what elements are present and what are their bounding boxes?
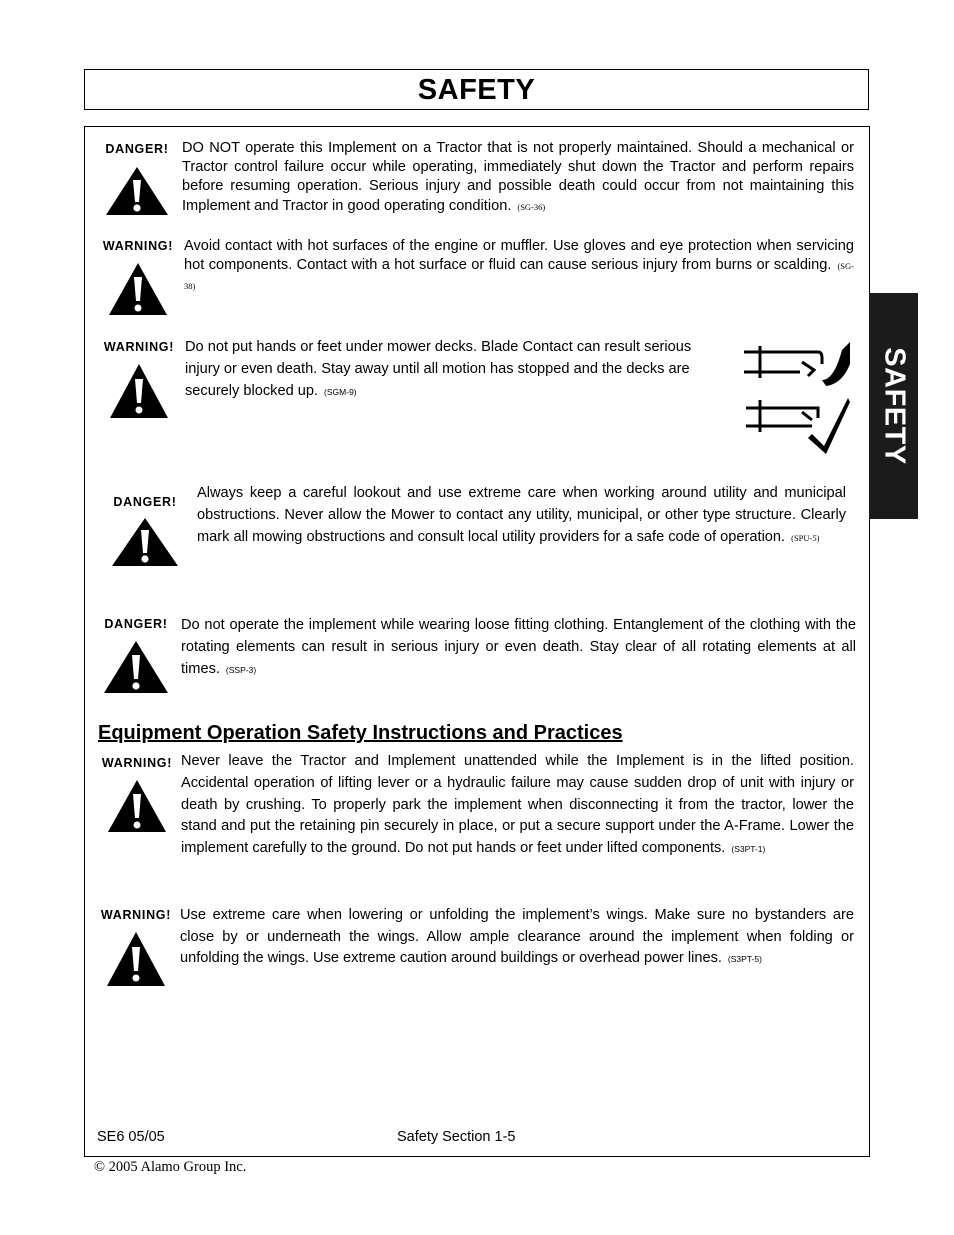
notice-danger-utility-obstructions: Always keep a careful lookout and use extreme care when working around utility and municipal obstructions. Never allow the Mower to contact any utility, municipal, or other type structure. Clearly mark all mowing obstructions and consult local utility providers for a safe code of operation. (SPU-5): [197, 485, 846, 545]
section-heading: Equipment Operation Safety Instructions and Practices: [98, 722, 623, 744]
notice-warning-mower-decks: Do not put hands or feet under mower decks. Blade Contact can result serious injury or even death. Stay away until all motion has stopped and the decks are securely blocked up. (SGM-9): [185, 339, 692, 399]
footer-page-label: Safety Section 1-5: [397, 1129, 516, 1145]
page-header: [84, 69, 869, 110]
side-tab-label: SAFETY: [878, 347, 910, 465]
notice-warning-unattended-lifted: Never leave the Tractor and Implement unattended while the Implement is in the lifted position. Accidental operation of lifting lever or a hydraulic failure may cause sudden drop of unit with injury or death by crushing. To properly park the implement when disconnecting it from the tractor, lower the stand and put the retaining pin securely in place, or put a secure support under the A-Frame. Lower the implement carefully to the ground. Do not put hands or feet under lifted components. (S3PT-1): [181, 753, 854, 857]
page-title: SAFETY: [417, 74, 536, 106]
footer-doc-code: SE6 05/05: [97, 1129, 165, 1145]
copyright-notice: © 2005 Alamo Group Inc.: [94, 1159, 247, 1175]
signal-word-danger: DANGER!: [94, 617, 178, 695]
signal-word-warning: WARNING!: [94, 908, 178, 988]
warning-triangle-icon: [106, 778, 168, 834]
warning-triangle-icon: [104, 165, 170, 217]
signal-word-danger: DANGER!: [95, 142, 179, 217]
warning-triangle-icon: [110, 516, 180, 568]
signal-word-danger: DANGER!: [103, 495, 187, 568]
warning-triangle-icon: [107, 261, 169, 317]
warning-triangle-icon: [105, 930, 167, 988]
signal-word-warning: WARNING!: [96, 239, 180, 317]
warning-triangle-icon: [108, 362, 170, 420]
section-side-tab: [869, 293, 918, 519]
notice-warning-folding-wings: Use extreme care when lowering or unfolding the implement’s wings. Make sure no bystanders are close by or underneath the wings. Allow ample clearance around the implement when folding or unfolding the wings. Use extreme caution around buildings or overhead power lines. (S3PT-5): [180, 907, 854, 967]
mower-deck-blocked-icon: [742, 340, 852, 455]
signal-word-warning: WARNING!: [95, 756, 179, 834]
notice-danger-maintenance: DO NOT operate this Implement on a Tractor that is not properly maintained. Should a mechanical or Tractor control failure occur while operating, immediately shut down the Tractor and perform repairs before resuming operation. Serious injury and possible death could occur from not maintaining this Implement and Tractor in good operating condition. (SG-36): [182, 140, 854, 214]
warning-triangle-icon: [102, 639, 170, 695]
signal-word-warning: WARNING!: [97, 340, 181, 420]
notice-danger-loose-clothing: Do not operate the implement while wearing loose fitting clothing. Entanglement of the clothing with the rotating elements can result in serious injury or even death. Stay clear of all rotating elements at all times. (SSP-3): [181, 617, 856, 677]
notice-warning-hot-surfaces: Avoid contact with hot surfaces of the engine or muffler. Use gloves and eye protection when servicing hot components. Contact with a hot surface or fluid can cause serious injury from burns or scalding. (SG-38): [184, 238, 854, 291]
